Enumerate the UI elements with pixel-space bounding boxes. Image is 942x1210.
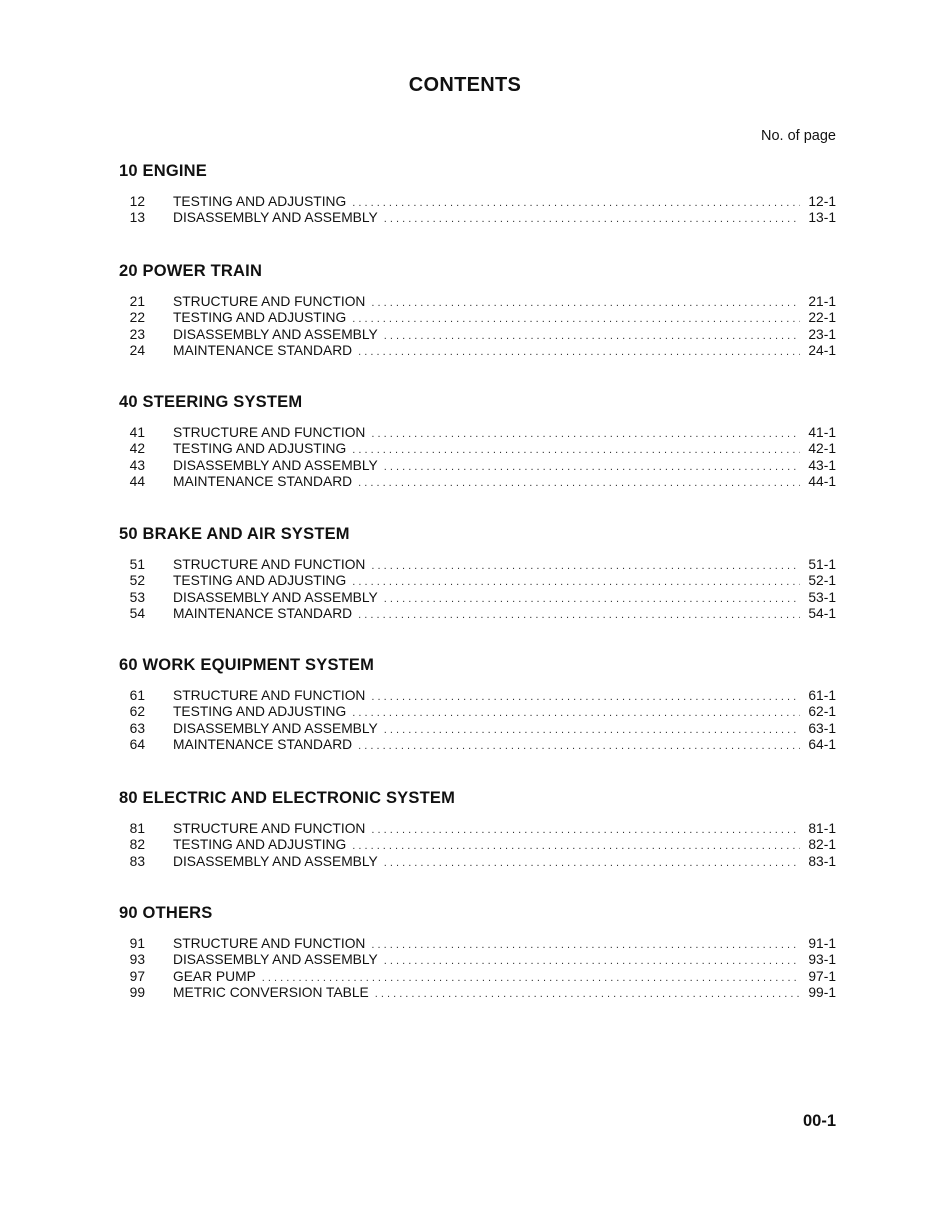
section-heading: 40 STEERING SYSTEM	[119, 393, 303, 411]
entry-number: 22	[129, 310, 145, 326]
entry-page: 97-1	[808, 968, 836, 984]
entry-label: GEAR PUMP	[173, 968, 256, 984]
toc-entry[interactable]	[119, 704, 836, 720]
toc-entry[interactable]	[119, 969, 836, 985]
toc-entry[interactable]	[119, 573, 836, 589]
toc-entry[interactable]	[119, 310, 836, 326]
dot-leader	[352, 705, 800, 721]
entry-page: 12-1	[808, 194, 836, 209]
dot-leader	[371, 822, 800, 838]
dot-leader	[358, 475, 800, 491]
entry-number: 23	[129, 326, 145, 342]
dot-leader	[352, 838, 800, 854]
entry-label: TESTING AND ADJUSTING	[173, 194, 347, 209]
entry-label: METRIC CONVERSION TABLE	[173, 984, 369, 1000]
entry-label: MAINTENANCE STANDARD	[173, 473, 353, 489]
toc-entry[interactable]	[119, 837, 836, 853]
entry-page: 41-1	[808, 425, 836, 440]
dot-leader	[371, 937, 800, 953]
toc-entry[interactable]	[119, 557, 836, 573]
section-work-equipment-system	[119, 654, 836, 753]
toc-entry[interactable]	[119, 688, 836, 704]
toc-entry[interactable]	[119, 590, 836, 606]
toc-entry[interactable]	[119, 952, 836, 968]
entry-label: DISASSEMBLY AND ASSEMBLY	[173, 853, 378, 869]
dot-leader	[352, 311, 800, 327]
entry-label: TESTING AND ADJUSTING	[173, 704, 347, 720]
section-heading: 80 ELECTRIC AND ELECTRONIC SYSTEM	[119, 789, 456, 807]
entry-page: 53-1	[808, 589, 836, 605]
entry-label: STRUCTURE AND FUNCTION	[173, 557, 366, 572]
dot-leader	[352, 442, 800, 458]
toc-entry[interactable]	[119, 721, 836, 737]
entry-label: DISASSEMBLY AND ASSEMBLY	[173, 720, 378, 736]
entry-number: 44	[129, 473, 145, 489]
dot-leader	[358, 738, 800, 754]
entry-label: DISASSEMBLY AND ASSEMBLY	[173, 952, 378, 968]
entry-page: 52-1	[808, 573, 836, 589]
section-steering-system	[119, 391, 836, 490]
entry-number: 91	[129, 936, 145, 951]
section-electric-and-electronic-system	[119, 787, 836, 870]
entry-page: 13-1	[808, 210, 836, 226]
entry-number: 61	[129, 688, 145, 703]
page-title: CONTENTS	[408, 74, 522, 96]
entry-number: 24	[129, 342, 145, 358]
entry-page: 83-1	[808, 853, 836, 869]
entry-label: TESTING AND ADJUSTING	[173, 837, 347, 853]
dot-leader	[358, 344, 800, 360]
entry-page: 64-1	[808, 736, 836, 752]
entry-label: STRUCTURE AND FUNCTION	[173, 821, 366, 836]
toc-entry[interactable]	[119, 936, 836, 952]
toc-entry[interactable]	[119, 425, 836, 441]
entry-number: 54	[129, 605, 145, 621]
entry-label: STRUCTURE AND FUNCTION	[173, 936, 366, 951]
dot-leader	[384, 722, 800, 738]
entry-label: TESTING AND ADJUSTING	[173, 573, 347, 589]
entry-label: DISASSEMBLY AND ASSEMBLY	[173, 589, 378, 605]
toc-entry[interactable]	[119, 327, 836, 343]
section-heading: 90 OTHERS	[119, 904, 213, 922]
dot-leader	[384, 328, 800, 344]
entry-page: 22-1	[808, 310, 836, 326]
entry-page: 63-1	[808, 720, 836, 736]
entry-label: MAINTENANCE STANDARD	[173, 342, 353, 358]
entry-number: 12	[129, 194, 145, 209]
entry-page: 82-1	[808, 837, 836, 853]
entry-page: 24-1	[808, 342, 836, 358]
entry-page: 43-1	[808, 457, 836, 473]
dot-leader	[384, 591, 800, 607]
entry-label: DISASSEMBLY AND ASSEMBLY	[173, 326, 378, 342]
dot-leader	[371, 689, 800, 705]
toc-entry[interactable]	[119, 194, 836, 210]
entry-number: 41	[129, 425, 145, 440]
dot-leader	[384, 855, 800, 871]
entry-number: 82	[129, 837, 145, 853]
dot-leader	[358, 607, 800, 623]
dot-leader	[371, 295, 800, 311]
section-others	[119, 902, 836, 1001]
dot-leader	[352, 574, 800, 590]
toc-entry[interactable]	[119, 606, 836, 622]
entry-label: MAINTENANCE STANDARD	[173, 605, 353, 621]
entry-label: STRUCTURE AND FUNCTION	[173, 425, 366, 440]
entry-number: 81	[129, 821, 145, 836]
dot-leader	[384, 211, 800, 227]
section-engine	[119, 160, 836, 227]
toc-entry[interactable]	[119, 294, 836, 310]
entry-label: TESTING AND ADJUSTING	[173, 441, 347, 457]
dot-leader	[352, 195, 800, 211]
entry-page: 51-1	[808, 557, 836, 572]
entry-page: 81-1	[808, 821, 836, 836]
entry-label: DISASSEMBLY AND ASSEMBLY	[173, 210, 378, 226]
toc-entry[interactable]	[119, 985, 836, 1001]
entry-label: DISASSEMBLY AND ASSEMBLY	[173, 457, 378, 473]
toc-entry[interactable]	[119, 343, 836, 359]
dot-leader	[371, 558, 800, 574]
entry-label: STRUCTURE AND FUNCTION	[173, 294, 366, 309]
entry-number: 83	[129, 853, 145, 869]
toc-entry[interactable]	[119, 458, 836, 474]
entry-number: 51	[129, 557, 145, 572]
toc-entry[interactable]	[119, 737, 836, 753]
dot-leader	[384, 953, 800, 969]
toc-entry[interactable]	[119, 210, 836, 226]
entry-label: STRUCTURE AND FUNCTION	[173, 688, 366, 703]
entry-number: 53	[129, 589, 145, 605]
section-power-train	[119, 260, 836, 359]
entry-page: 54-1	[808, 605, 836, 621]
entry-number: 99	[129, 984, 145, 1000]
entry-label: MAINTENANCE STANDARD	[173, 736, 353, 752]
footer-page-number: 00-1	[802, 1112, 836, 1130]
section-heading: 20 POWER TRAIN	[119, 262, 263, 280]
entry-number: 63	[129, 720, 145, 736]
entry-number: 97	[129, 968, 145, 984]
entry-page: 93-1	[808, 952, 836, 968]
toc-entry[interactable]	[119, 854, 836, 870]
dot-leader	[384, 459, 800, 475]
entry-number: 52	[129, 573, 145, 589]
entry-number: 62	[129, 704, 145, 720]
entry-number: 21	[129, 294, 145, 309]
toc-entry[interactable]	[119, 474, 836, 490]
entry-page: 42-1	[808, 441, 836, 457]
page-column-header: No. of page	[761, 128, 836, 144]
entry-number: 93	[129, 952, 145, 968]
toc-entry[interactable]	[119, 821, 836, 837]
entry-number: 64	[129, 736, 145, 752]
section-brake-and-air-system	[119, 523, 836, 622]
section-heading: 50 BRAKE AND AIR SYSTEM	[119, 525, 350, 543]
entry-number: 43	[129, 457, 145, 473]
dot-leader	[375, 986, 800, 1002]
toc-entry[interactable]	[119, 441, 836, 457]
entry-page: 99-1	[808, 984, 836, 1000]
entry-page: 44-1	[808, 473, 836, 489]
entry-page: 21-1	[808, 294, 836, 309]
entry-page: 23-1	[808, 326, 836, 342]
entry-page: 91-1	[808, 936, 836, 951]
entry-page: 61-1	[808, 688, 836, 703]
dot-leader	[371, 426, 800, 442]
section-heading: 60 WORK EQUIPMENT SYSTEM	[119, 656, 375, 674]
entry-number: 42	[129, 441, 145, 457]
dot-leader	[262, 970, 800, 986]
entry-label: TESTING AND ADJUSTING	[173, 310, 347, 326]
section-heading: 10 ENGINE	[119, 162, 207, 180]
entry-number: 13	[129, 210, 145, 226]
entry-page: 62-1	[808, 704, 836, 720]
